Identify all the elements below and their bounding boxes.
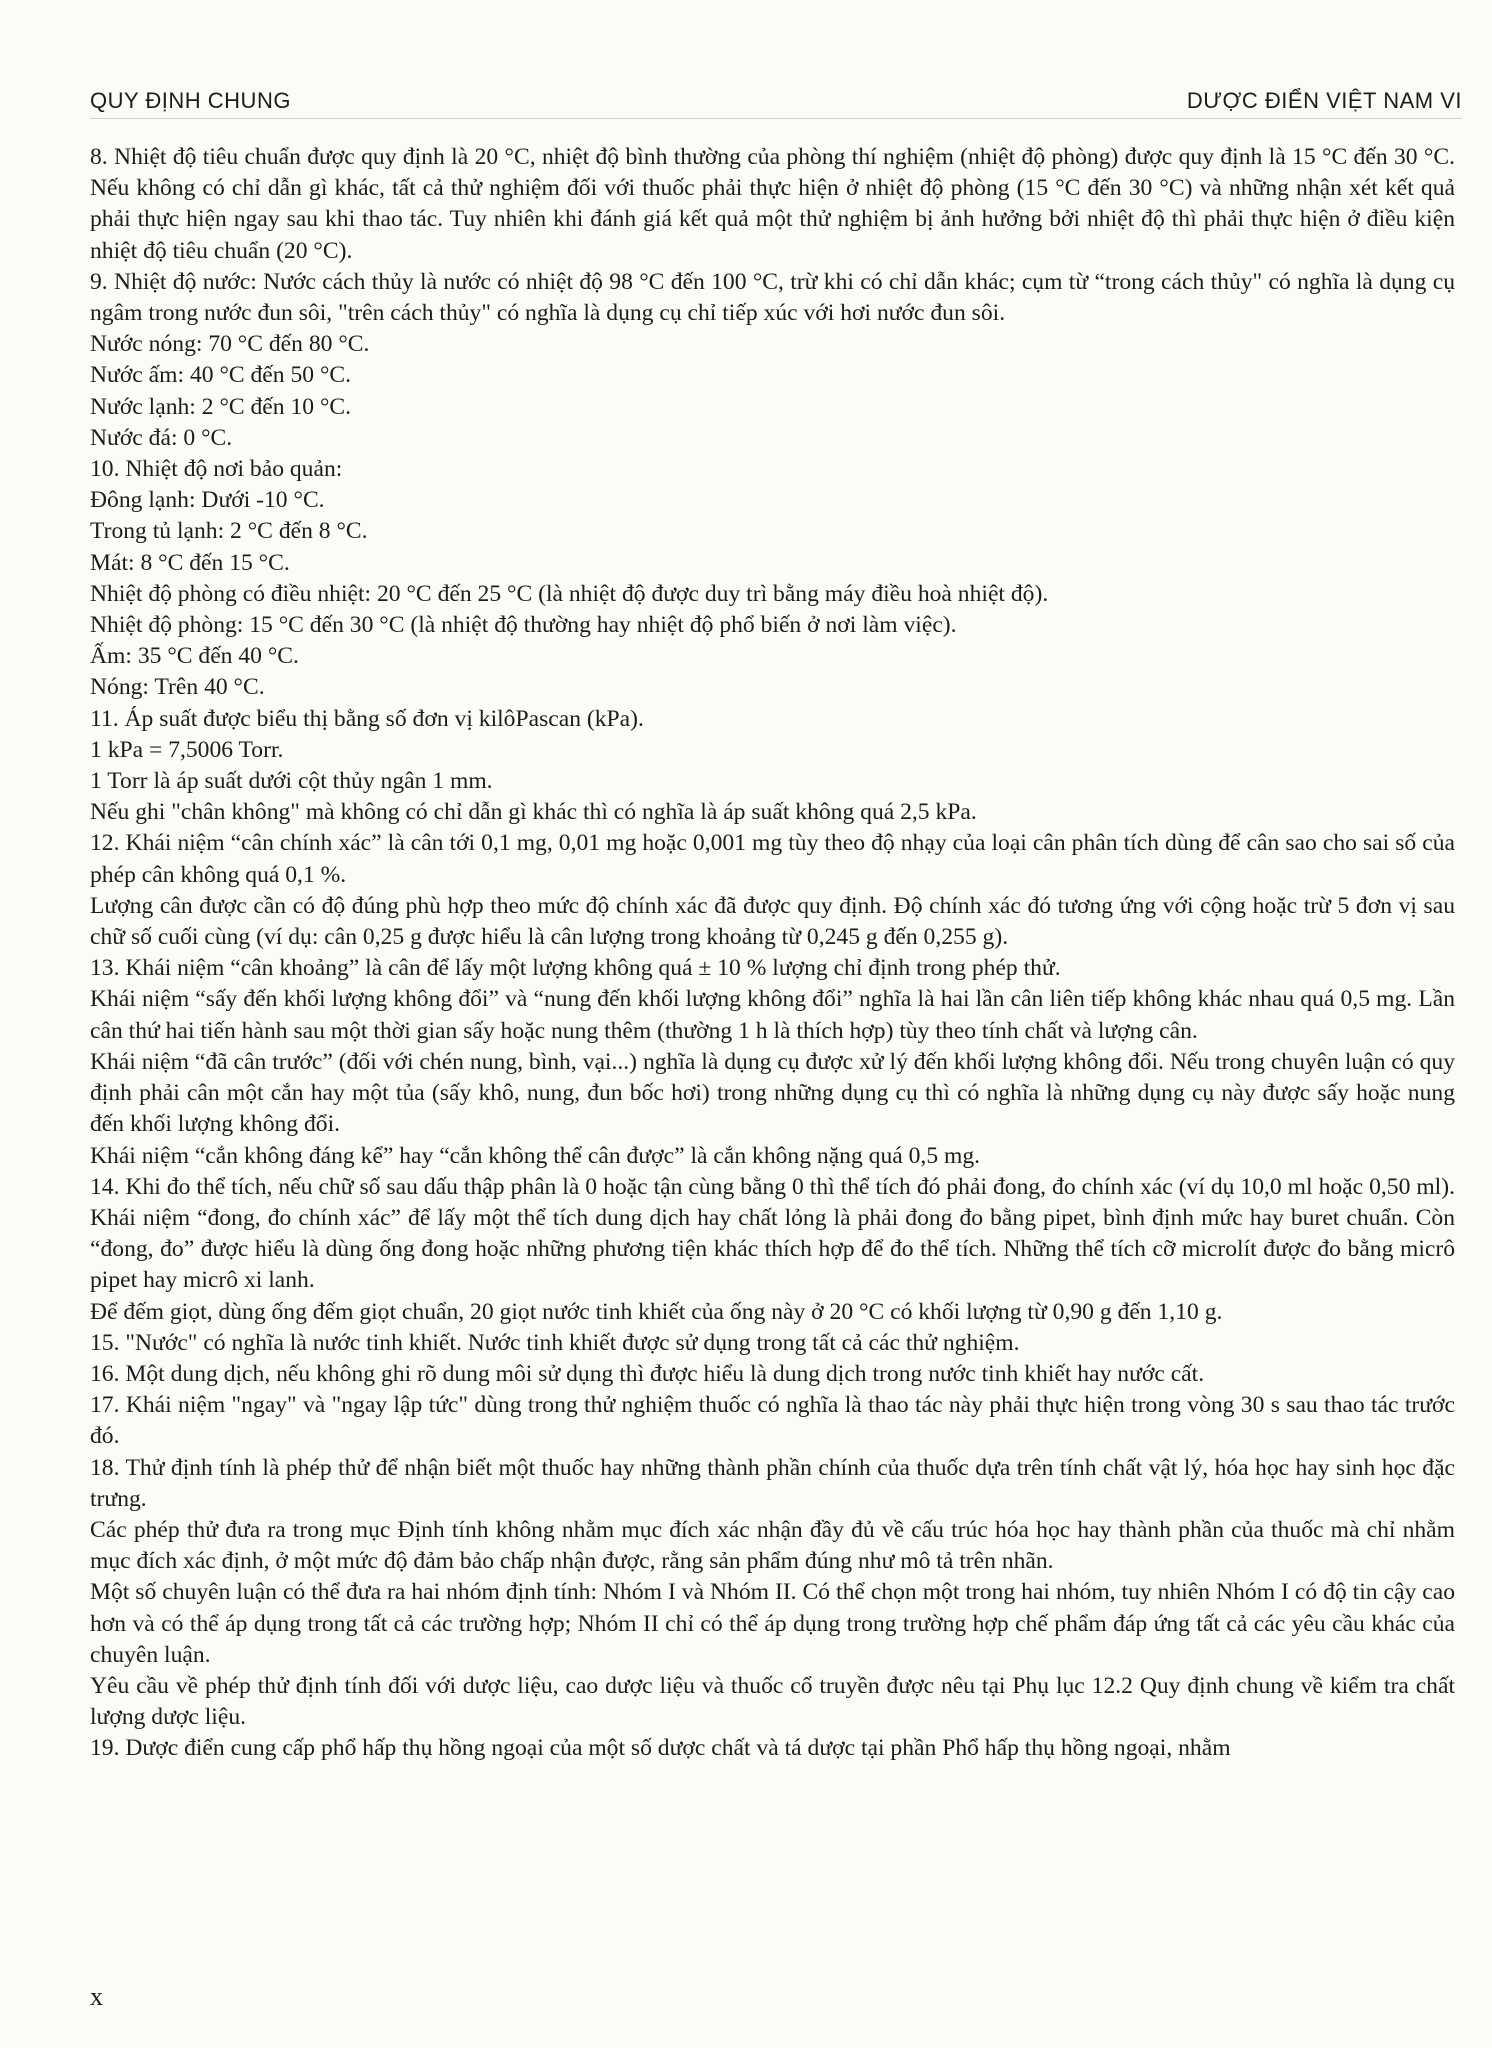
paragraph: 17. Khái niệm "ngay" và "ngay lập tức" dùng trong thử nghiệm thuốc có nghĩa là thao tác này phải thực hiện trong vòng 30 s sau thao tác trước đó. [90,1392,1455,1450]
page-number: x [90,1982,103,2011]
paragraph: Trong tủ lạnh: 2 °C đến 8 °C. [90,518,368,545]
paragraph: 14. Khi đo thể tích, nếu chữ số sau dấu thập phân là 0 hoặc tận cùng bằng 0 thì thể tích đó phải đong, đo chính xác (ví dụ 10,0 ml hoặc 0,50 ml). Khái niệm “đong, đo chính xác” để lấy một thể tích dung dịch hay chất lỏng là phải đong đo bằng pipet, bình định mức hay buret chuẩn. Còn “đong, đo” được hiểu là dùng ống đong hoặc những phương tiện khác thích hợp để đo thể tích. Những thể tích cỡ microlít được đo bằng micrô pipet hay micrô xi lanh. [90,1173,1455,1294]
paragraph: Nước đá: 0 °C. [90,424,233,451]
paragraph: Nhiệt độ phòng: 15 °C đến 30 °C (là nhiệt độ thường hay nhiệt độ phổ biến ở nơi làm việc). [90,612,957,639]
paragraph: Yêu cầu về phép thử định tính đối với dược liệu, cao dược liệu và thuốc cổ truyền được nêu tại Phụ lục 12.2 Quy định chung về kiểm tra chất lượng dược liệu. [90,1672,1455,1731]
paragraph: Nhiệt độ phòng có điều nhiệt: 20 °C đến 25 °C (là nhiệt độ được duy trì bằng máy điều hoà nhiệt độ). [90,580,1049,607]
header-book-title: DƯỢC ĐIỂN VIỆT NAM VI [1186,88,1462,113]
paragraph: 8. Nhiệt độ tiêu chuẩn được quy định là 20 °C, nhiệt độ bình thường của phòng thí nghiệm (nhiệt độ phòng) được quy định là 15 °C đến 30 °C. Nếu không có chỉ dẫn gì khác, tất cả thử nghiệm đối với thuốc phải thực hiện ở nhiệt độ phòng (15 °C đến 30 °C) và những nhận xét kết quả phải thực hiện ngay sau khi thao tác. Tuy nhiên khi đánh giá kết quả một thử nghiệm bị ảnh hưởng bởi nhiệt độ thì phải thực hiện ở điều kiện nhiệt độ tiêu chuẩn (20 °C). [90,144,1455,264]
paragraph: Các phép thử đưa ra trong mục Định tính không nhằm mục đích xác nhận đầy đủ về cấu trúc hóa học hay thành phần của thuốc mà chỉ nhằm mục đích xác định, ở một mức độ đảm bảo chấp nhận được, rằng sản phẩm đúng như mô tả trên nhãn. [90,1516,1455,1575]
paragraph: Nước ấm: 40 °C đến 50 °C. [90,362,352,389]
paragraph: Nếu ghi "chân không" mà không có chỉ dẫn gì khác thì có nghĩa là áp suất không quá 2,5 kPa. [90,799,977,826]
paragraph: Nước nóng: 70 °C đến 80 °C. [90,331,370,358]
paragraph: Lượng cân được cần có độ đúng phù hợp theo mức độ chính xác đã được quy định. Độ chính xác đó tương ứng với cộng hoặc trừ 5 đơn vị sau chữ số cuối cùng (ví dụ: cân 0,25 g được hiểu là cân lượng trong khoảng từ 0,245 g đến 0,255 g). [90,892,1455,951]
paragraph: Ấm: 35 °C đến 40 °C. [90,643,299,670]
body-text [90,142,1455,1765]
paragraph: Đông lạnh: Dưới -10 °C. [90,487,325,514]
running-header [90,88,1462,119]
paragraph: Nước lạnh: 2 °C đến 10 °C. [90,393,352,420]
paragraph: 1 Torr là áp suất dưới cột thủy ngân 1 mm. [90,768,493,795]
paragraph: Mát: 8 °C đến 15 °C. [90,549,290,576]
paragraph: Một số chuyên luận có thể đưa ra hai nhóm định tính: Nhóm I và Nhóm II. Có thể chọn một trong hai nhóm, tuy nhiên Nhóm I có độ tin cậy cao hơn và có thể áp dụng trong tất cả các trường hợp; Nhóm II chỉ có thể áp dụng trong trường hợp chế phẩm đáp ứng tất cả các yêu cầu khác của chuyên luận. [90,1579,1455,1668]
paragraph: 1 kPa = 7,5006 Torr. [90,736,284,763]
paragraph: Khái niệm “đã cân trước” (đối với chén nung, bình, vại...) nghĩa là dụng cụ được xử lý đến khối lượng không đổi. Nếu trong chuyên luận có quy định phải cân một cắn hay một tủa (sấy khô, nung, đun bốc hơi) trong những dụng cụ thì có nghĩa là những dụng cụ này được sấy hoặc nung đến khối lượng không đổi. [90,1048,1455,1138]
paragraph: 9. Nhiệt độ nước: Nước cách thủy là nước có nhiệt độ 98 °C đến 100 °C, trừ khi có chỉ dẫn khác; cụm từ “trong cách thủy" có nghĩa là dụng cụ ngâm trong nước đun sôi, "trên cách thủy" có nghĩa là dụng cụ chỉ tiếp xúc với hơi nước đun sôi. [90,268,1455,327]
paragraph: 11. Áp suất được biểu thị bằng số đơn vị kilôPascan (kPa). [90,705,644,732]
paragraph: Để đếm giọt, dùng ống đếm giọt chuẩn, 20 giọt nước tinh khiết của ống này ở 20 °C có khối lượng từ 0,90 g đến 1,10 g. [90,1298,1223,1325]
paragraph: Khái niệm “sấy đến khối lượng không đổi” và “nung đến khối lượng không đổi” nghĩa là hai lần cân liên tiếp không khác nhau quá 0,5 mg. Lần cân thứ hai tiến hành sau một thời gian sấy hoặc nung thêm (thường 1 h là thích hợp) tùy theo tính chất và lượng cân. [90,986,1455,1044]
paragraph: 12. Khái niệm “cân chính xác” là cân tới 0,1 mg, 0,01 mg hoặc 0,001 mg tùy theo độ nhạy của loại cân phân tích dùng để cân sao cho sai số của phép cân không quá 0,1 %. [90,830,1455,888]
paragraph: 10. Nhiệt độ nơi bảo quản: [90,456,343,483]
header-section-title: QUY ĐỊNH CHUNG [90,88,291,113]
paragraph: Khái niệm “cắn không đáng kể” hay “cắn không thể cân được” là cắn không nặng quá 0,5 mg. [90,1142,981,1169]
paragraph: Nóng: Trên 40 °C. [90,674,265,701]
paragraph: 15. "Nước" có nghĩa là nước tinh khiết. Nước tinh khiết được sử dụng trong tất cả các thử nghiệm. [90,1329,1020,1356]
paragraph: 19. Dược điển cung cấp phổ hấp thụ hồng ngoại của một số dược chất và tá dược tại phần Phổ hấp thụ hồng ngoại, nhằm [90,1735,1231,1762]
paragraph: 18. Thử định tính là phép thử để nhận biết một thuốc hay những thành phần chính của thuốc dựa trên tính chất vật lý, hóa học hay sinh học đặc trưng. [90,1454,1455,1512]
paragraph: 13. Khái niệm “cân khoảng” là cân để lấy một lượng không quá ± 10 % lượng chỉ định trong phép thử. [90,955,1061,982]
paragraph: 16. Một dung dịch, nếu không ghi rõ dung môi sử dụng thì được hiểu là dung dịch trong nước tinh khiết hay nước cất. [90,1360,1205,1387]
